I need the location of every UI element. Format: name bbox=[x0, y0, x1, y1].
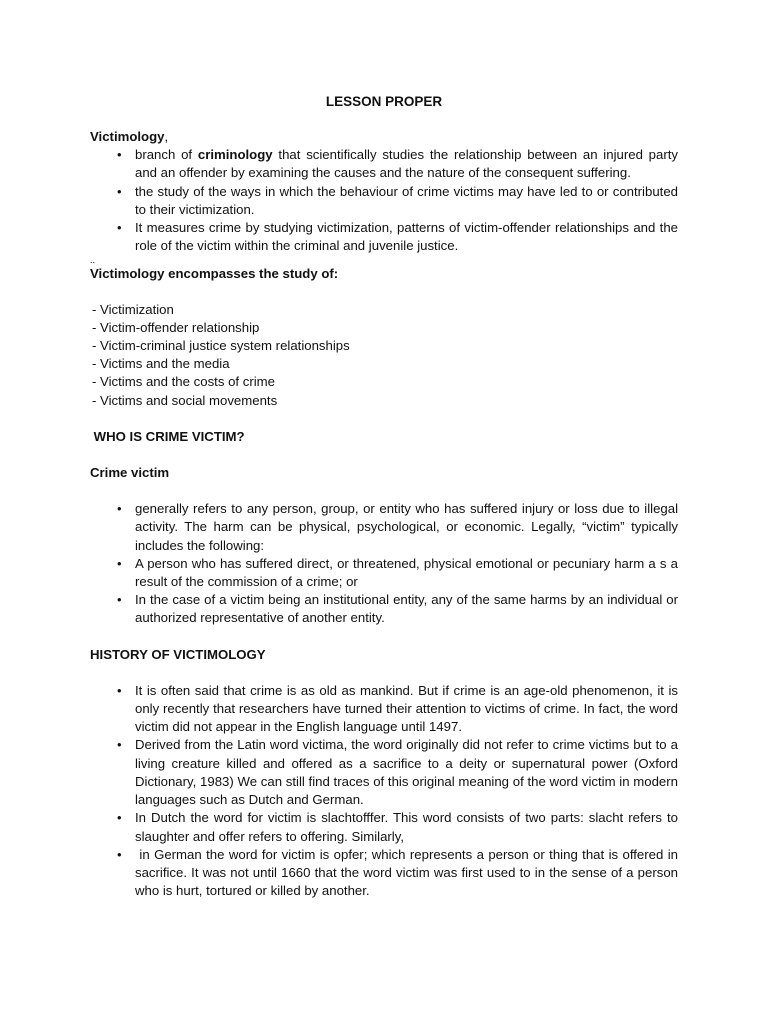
history-bullet-2: • Derived from the Latin word victima, the word originally did not refer to crime victims but to a living creature killed and offered as a sacrifice to a deity or supernatural power (Oxford Dictionary, 1983) We can still find traces of this original meaning of the word victim in modern languages such as Dutch and German. bbox=[90, 736, 678, 809]
victimology-bullet-1 bbox=[90, 146, 678, 182]
bullet-text-pre: branch of bbox=[135, 147, 198, 163]
spacer bbox=[90, 628, 678, 646]
page-title: LESSON PROPER bbox=[325, 94, 443, 109]
stray-dots: .. bbox=[90, 255, 96, 266]
list-item: - Victim-criminal justice system relationships bbox=[92, 338, 350, 354]
crime-victim-bullet-2: • A person who has suffered direct, or threatened, physical emotional or pecuniary harm a s a result of the commission of a crime; or bbox=[90, 555, 678, 591]
document-body bbox=[90, 128, 682, 900]
crime-victim-heading: Crime victim bbox=[90, 465, 170, 481]
crime-victim-bullet-1: • generally refers to any person, group, or entity who has suffered injury or loss due to illegal activity. The harm can be physical, psychological, or economic. Legally, “victim” typically includes the following: bbox=[90, 500, 678, 555]
victimology-heading bbox=[90, 128, 678, 146]
crime-victim-list bbox=[90, 500, 678, 627]
list-item: - Victims and the costs of crime bbox=[92, 374, 275, 390]
victimology-definition-list bbox=[90, 146, 678, 255]
spacer bbox=[90, 664, 678, 682]
encompasses-list bbox=[90, 301, 678, 410]
who-heading: WHO IS CRIME VICTIM? bbox=[90, 428, 245, 444]
list-item: - Victims and the media bbox=[92, 356, 230, 372]
spacer bbox=[90, 482, 678, 500]
victimology-heading-text: Victimology bbox=[90, 129, 165, 144]
crime-victim-bullet-3: • In the case of a victim being an institutional entity, any of the same harms by an individual or authorized representative of another entity. bbox=[90, 591, 678, 627]
bullet-text-bold: criminology bbox=[197, 147, 273, 163]
history-bullet-3: • In Dutch the word for victim is slachtofffer. This word consists of two parts: slacht refers to slaughter and offer refers to offering. Similarly, bbox=[90, 809, 678, 845]
history-heading: HISTORY OF VICTIMOLOGY bbox=[90, 646, 266, 662]
victimology-bullet-2: • the study of the ways in which the behaviour of crime victims may have led to or contributed to their victimization. bbox=[90, 183, 678, 219]
spacer bbox=[90, 446, 678, 464]
bullet-text-post: that scientifically studies the relationship between an injured party and an offender by examining the causes and the nature of the consequent suffering. bbox=[135, 147, 678, 181]
encompasses-heading: Victimology encompasses the study of: bbox=[90, 266, 339, 282]
list-item: - Victim-offender relationship bbox=[92, 319, 260, 335]
list-item: - Victims and social movements bbox=[92, 392, 278, 408]
history-bullet-1: • It is often said that crime is as old as mankind. But if crime is an age-old phenomenon, it is only recently that researchers have turned their attention to victims of crime. In fact, the word victim did not appear in the English language until 1497. bbox=[90, 682, 678, 737]
spacer bbox=[90, 284, 678, 301]
list-item: - Victimization bbox=[92, 301, 174, 317]
victimology-heading-suffix: , bbox=[164, 129, 169, 144]
history-list bbox=[90, 682, 682, 900]
victimology-bullet-3: • It measures crime by studying victimization, patterns of victim-offender relationships and the role of the victim within the criminal and juvenile justice. bbox=[90, 219, 678, 255]
history-bullet-4: • in German the word for victim is opfer; which represents a person or thing that is offered in sacrifice. It was not until 1660 that the word victim was first used to in the sense of a person who is hurt, tortured or killed by another. bbox=[90, 846, 678, 901]
spacer bbox=[90, 410, 678, 428]
